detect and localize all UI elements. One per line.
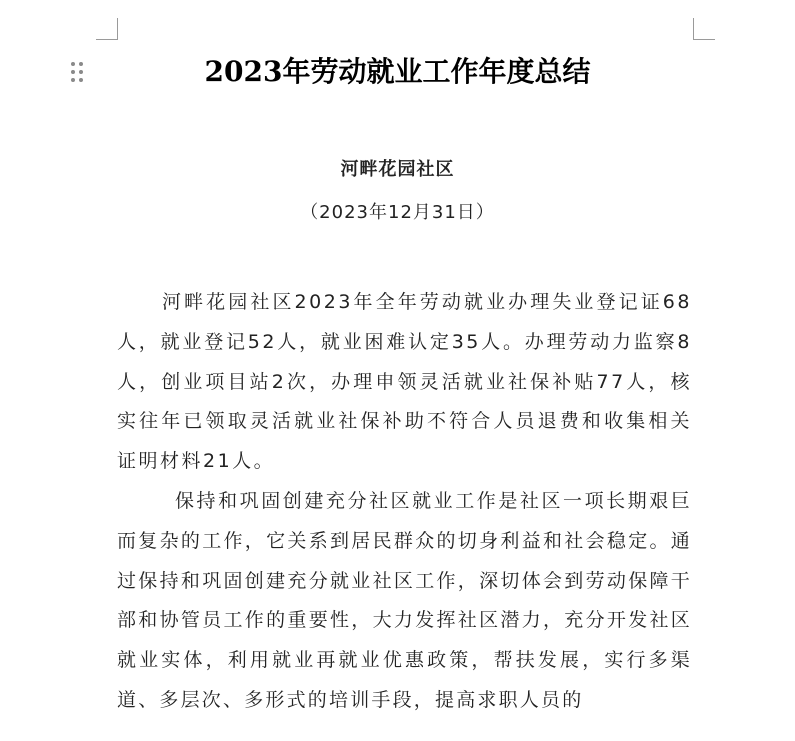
paragraph: 河畔花园社区2023年全年劳动就业办理失业登记证68人，就业登记52人，就业困难认定35人。办理劳动力监察8人，创业项目站2次，办理申领灵活就业社保补贴77人，核实往年已领取灵活就业社保补助不符合人员退费和收集相关证明材料21人。 — [117, 291, 692, 473]
page-corner-mark-top-left — [96, 18, 118, 40]
page-corner-mark-top-right — [693, 18, 715, 40]
paragraph: 保持和巩固创建充分社区就业工作是社区一项长期艰巨而复杂的工作，它关系到居民群众的切身利益和社会稳定。通过保持和巩固创建充分就业社区工作，深切体会到劳动保障干部和协管员工作的重要性，大力发挥社区潜力，充分开发社区就业实体，利用就业再就业优惠政策，帮扶发展，实行多渠道、多层次、多形式的培训手段，提高求职人员的 — [117, 489, 692, 711]
document-date: （2023年12月31日） — [300, 202, 495, 223]
document-body — [117, 283, 692, 721]
document-title: 2023年劳动就业工作年度总结 — [204, 55, 591, 88]
organization-name: 河畔花园社区 — [340, 159, 455, 180]
